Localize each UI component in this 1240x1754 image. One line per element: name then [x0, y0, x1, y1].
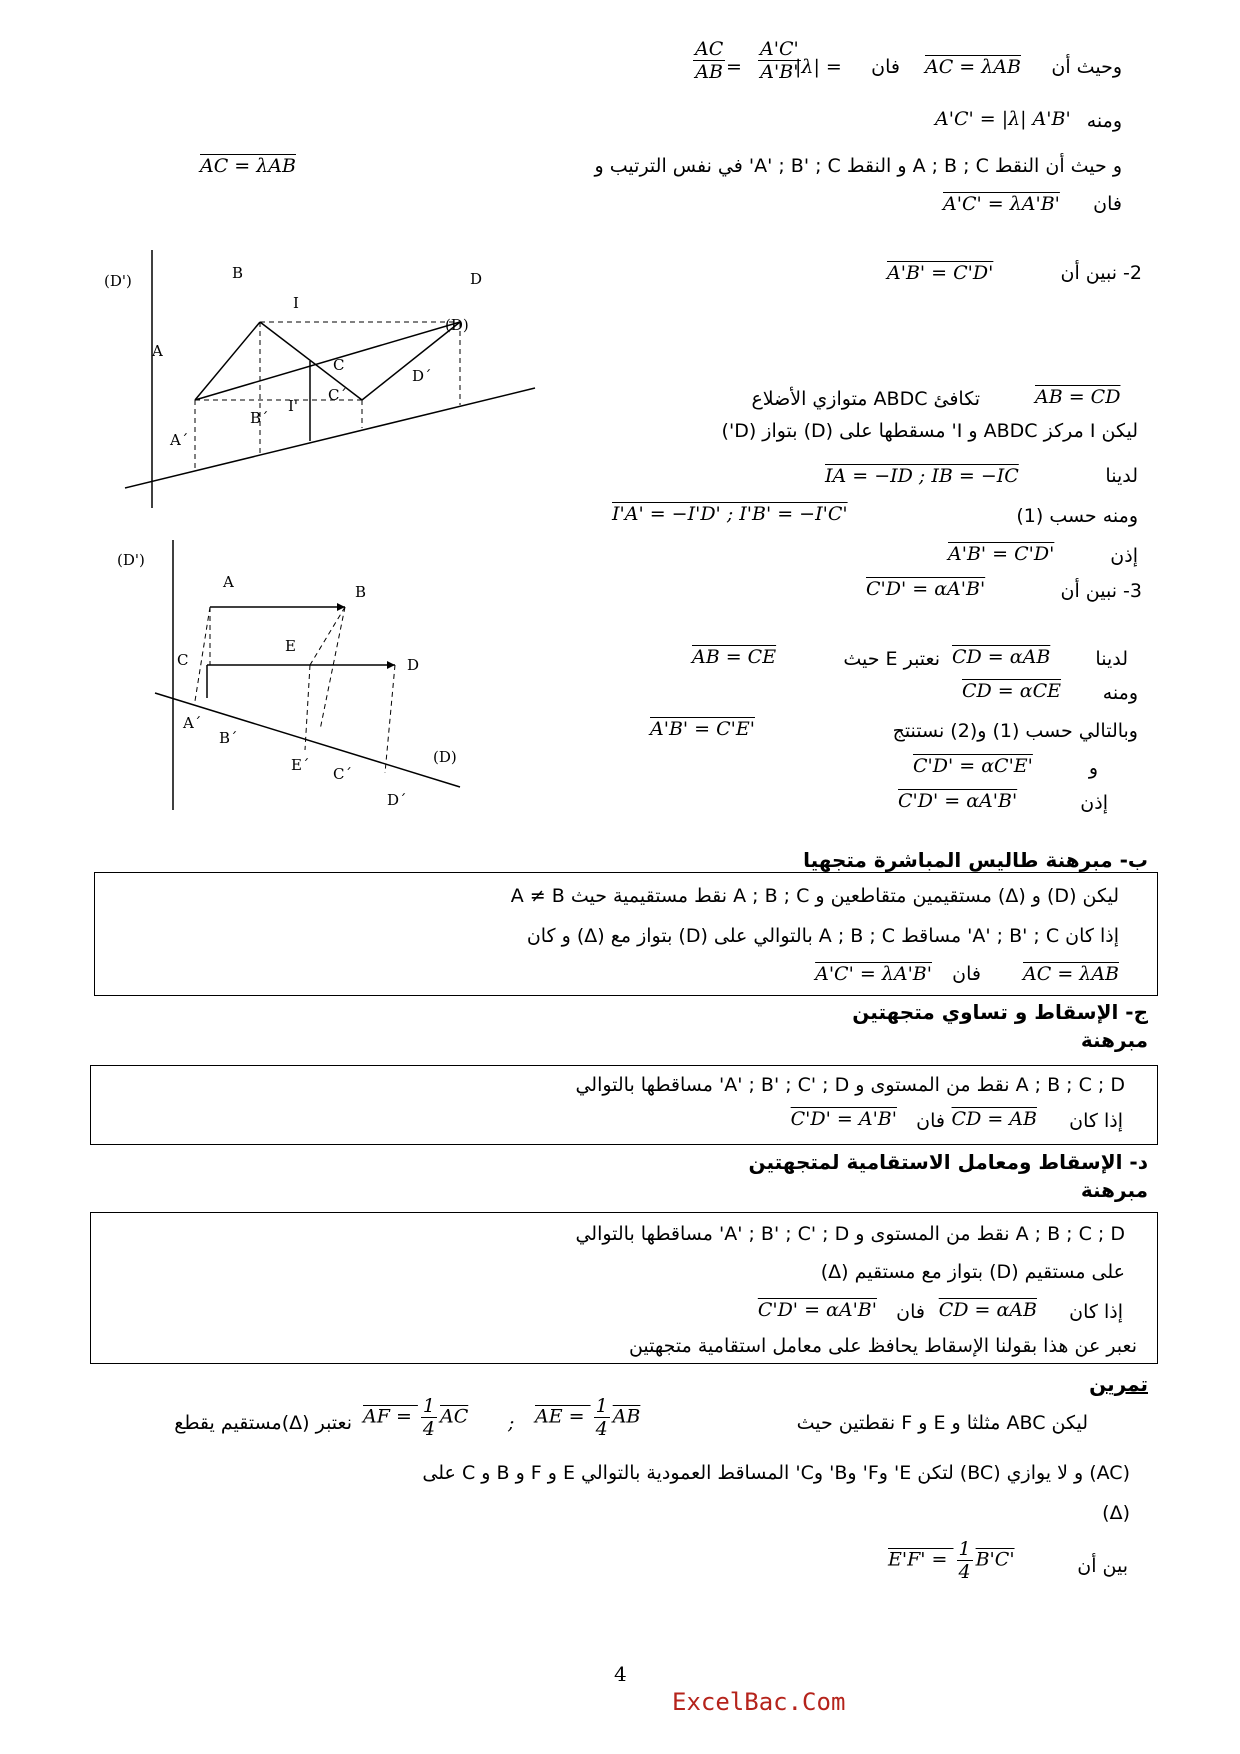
- top-line1-frac1: [690, 38, 728, 83]
- fig2-label: A: [223, 573, 234, 591]
- frac-den: A'B': [760, 61, 799, 83]
- exercise-line3: (Δ): [1102, 1502, 1130, 1524]
- part3-line3-math: A'B' = C'E': [650, 718, 755, 740]
- part3-line5-math: C'D' = αA'B': [898, 790, 1018, 812]
- fig1-label: (D): [445, 316, 469, 334]
- exercise-title: تمرين: [1089, 1372, 1148, 1396]
- part2-line3-text: لدينا: [1105, 465, 1138, 487]
- section-b-box: [94, 872, 1158, 996]
- part2-title: 2- نبين أن: [1060, 262, 1142, 284]
- part3-title-math: C'D' = αA'B': [866, 578, 986, 600]
- fig1-label: C: [333, 356, 345, 374]
- exercise-line1-math2: [363, 1395, 468, 1440]
- part3-title: 3- نبين أن: [1060, 580, 1142, 602]
- fig2-arrowhead-cd: [387, 661, 395, 669]
- figure-1: [100, 248, 540, 510]
- fig2-proj-e: [305, 665, 310, 750]
- top-line3-vector-eq: AC = λAB: [200, 155, 296, 177]
- vec-af: AF =: [363, 1405, 418, 1428]
- fig2-label: E: [285, 637, 296, 655]
- fig2-proj-d: [385, 665, 395, 773]
- top-line1-fa: فان: [871, 56, 900, 78]
- part2-line5-text: إذن: [1110, 545, 1138, 567]
- fig2-label: D: [407, 656, 420, 674]
- frac-num: 1: [422, 1395, 435, 1417]
- fig2-label: B´: [219, 729, 238, 747]
- section-d-line3-math1: CD = αAB: [938, 1299, 1037, 1321]
- fig2-label: (D): [433, 748, 457, 766]
- section-d-subtitle: مبرهنة: [1080, 1178, 1148, 1202]
- fig2-label: D´: [387, 791, 407, 809]
- section-d-line4: نعبر عن هذا بقولنا الإسقاط يحافظ على معامل استقامية متجهتين: [628, 1335, 1137, 1357]
- part3-line2-math: CD = αCE: [962, 680, 1062, 702]
- section-c-line2-math1: CD = AB: [951, 1108, 1037, 1130]
- exercise-line4-math: [888, 1538, 1015, 1583]
- fig1-label: D: [470, 270, 483, 288]
- frac-num: 1: [958, 1538, 971, 1560]
- section-b-line2: إذا كان A' ; B' ; C' مساقط A ; B ; C بالتوالي على (D) بتواز مع (Δ) و كان: [526, 925, 1119, 947]
- part3-line4-math: C'D' = αC'E': [913, 755, 1033, 777]
- fig1-label: D´: [412, 367, 432, 385]
- section-d-line2: على مستقيم (D) بتواز مع مستقيم (Δ): [820, 1261, 1125, 1283]
- frac-num: A'C': [760, 38, 799, 60]
- frac-den: AB: [695, 61, 723, 83]
- section-c-line2-fa: فان: [916, 1110, 945, 1132]
- exercise-line1-sep: ;: [508, 1412, 515, 1434]
- top-line1-vector-eq: AC = λAB: [925, 56, 1021, 78]
- frac-num: AC: [695, 38, 724, 60]
- fig1-label: (D'): [104, 272, 132, 290]
- part3-line3-text: وبالتالي حسب (1) و(2) نستنتج: [892, 720, 1138, 742]
- fig2-proj-b: [320, 607, 345, 730]
- vec-efp: E'F' =: [888, 1548, 954, 1571]
- part3-line1-text: لدينا: [1095, 648, 1128, 670]
- section-b-line3-math2: A'C' = λA'B': [815, 963, 932, 985]
- section-c-line2-math2: C'D' = A'B': [790, 1108, 897, 1130]
- top-line1-abs-lambda: |λ| =: [795, 56, 842, 78]
- top-line3-text: و حيث أن النقط A ; B ; C و النقط A' ; B' ; C' في نفس الترتيب و: [594, 155, 1122, 177]
- section-c-line1: A ; B ; C ; D نقط من المستوى و A' ; B' ; C' ; D' مساقطها بالتوالي: [575, 1074, 1125, 1096]
- fig1-label: B´: [250, 409, 269, 427]
- vec-ae: AE =: [535, 1405, 591, 1428]
- part2-line5-math: A'B' = C'D': [948, 543, 1055, 565]
- fig1-seg-ab: [195, 322, 260, 400]
- section-d-title: د- الإسقاط ومعامل الاستقامية لمتجهتين: [748, 1150, 1148, 1174]
- fig1-label: I': [288, 397, 299, 415]
- part3-line4-text: و: [1088, 757, 1098, 779]
- fig1-label: C´: [328, 386, 347, 404]
- frac-den: 4: [422, 1418, 435, 1440]
- top-line1-text: وحيث أن: [1051, 56, 1122, 78]
- section-b-title: ب- مبرهنة طاليس المباشرة متجهيا: [803, 848, 1148, 872]
- part2-title-math: A'B' = C'D': [887, 262, 994, 284]
- exercise-line4-text: بين أن: [1077, 1555, 1128, 1577]
- part2-line1-text: تكافئ ABDC متوازي الأضلاع: [751, 388, 980, 410]
- section-b-line3-math1: AC = λAB: [1023, 963, 1119, 985]
- part2-line3-math: IA = −ID ; IB = −IC: [825, 465, 1019, 487]
- section-b-line1: ليكن (D) و (Δ) مستقيمين متقاطعين و A ; B ; C نقط مستقيمية حيث A ≠ B: [510, 885, 1119, 907]
- part3-line1-math2: AB = CE: [692, 646, 777, 668]
- section-d-line3-text: إذا كان: [1069, 1301, 1123, 1323]
- fig2-label: B: [355, 583, 367, 601]
- section-d-line3-math2: C'D' = αA'B': [757, 1299, 877, 1321]
- part2-line2-text: ليكن I مركز ABDC و I' مسقطها على (D) بتواز (D'): [721, 420, 1138, 442]
- section-d-line3-fa: فان: [896, 1301, 925, 1323]
- part2-line4-math: I'A' = −I'D' ; I'B' = −I'C': [612, 503, 848, 525]
- section-c-title: ج- الإسقاط و تساوي متجهتين: [852, 1000, 1148, 1024]
- top-line2-text: ومنه: [1086, 110, 1122, 132]
- fig1-label: A´: [170, 431, 189, 449]
- fig2-label: A´: [183, 714, 202, 732]
- exercise-line1-math1: [535, 1395, 640, 1440]
- frac-den: 4: [595, 1418, 608, 1440]
- part3-line1-math: CD = αAB: [952, 646, 1051, 668]
- fig1-label: I: [293, 294, 299, 312]
- section-c-box: [90, 1065, 1158, 1145]
- part3-line5-text: إذن: [1080, 792, 1108, 814]
- fig2-label: C: [177, 651, 189, 669]
- section-b-line3-fa: فان: [952, 963, 981, 985]
- exercise-line1-text1: ليكن ABC مثلثا و E و F نقطتين حيث: [796, 1412, 1088, 1434]
- figure-2: [115, 515, 491, 820]
- top-line1-frac2: [755, 38, 804, 83]
- exercise-line1-text2: نعتبر (Δ)مستقيم يقطع: [174, 1412, 352, 1434]
- section-c-subtitle: مبرهنة: [1080, 1028, 1148, 1052]
- top-line4-vector-eq: A'C' = λA'B': [943, 193, 1060, 215]
- part3-line2-text: ومنه: [1102, 682, 1138, 704]
- frac-den: 4: [958, 1561, 971, 1583]
- section-d-line1: A ; B ; C ; D نقط من المستوى و A' ; B' ; C' ; D' مساقطها بالتوالي: [575, 1223, 1125, 1245]
- part3-line1-text2: نعتبر E حيث: [843, 648, 940, 670]
- watermark-logo: ExcelBac.Com: [672, 1688, 846, 1716]
- top-line1-eq-sign: =: [726, 56, 742, 78]
- fig2-label: (D'): [117, 551, 145, 569]
- frac-num: 1: [595, 1395, 608, 1417]
- part2-line4-text: ومنه حسب (1): [1016, 505, 1138, 527]
- top-line4-text: فان: [1093, 193, 1122, 215]
- part2-line1-math: AB = CD: [1035, 386, 1121, 408]
- top-line2-math: A'C' = |λ| A'B': [935, 108, 1071, 130]
- vec-bcp: B'C': [975, 1548, 1015, 1571]
- section-d-box: [90, 1212, 1158, 1364]
- fig2-label: C´: [333, 765, 352, 783]
- fig1-label: B: [232, 264, 244, 282]
- vec-ab: $\overline{AB}$: [612, 1405, 641, 1428]
- fig1-label: A: [152, 342, 163, 360]
- fig2-label: E´: [291, 756, 310, 774]
- section-c-line2-text: إذا كان: [1069, 1110, 1123, 1132]
- vec-ac: $\overline{AC}$: [440, 1405, 469, 1428]
- exercise-line2: (AC) و لا يوازي (BC) لتكن E' وF' وB' وC' المساقط العمودية بالتوالي E و F و B و C على: [422, 1462, 1130, 1484]
- page-number: 4: [614, 1662, 627, 1686]
- fig2-dash-be: [310, 607, 345, 665]
